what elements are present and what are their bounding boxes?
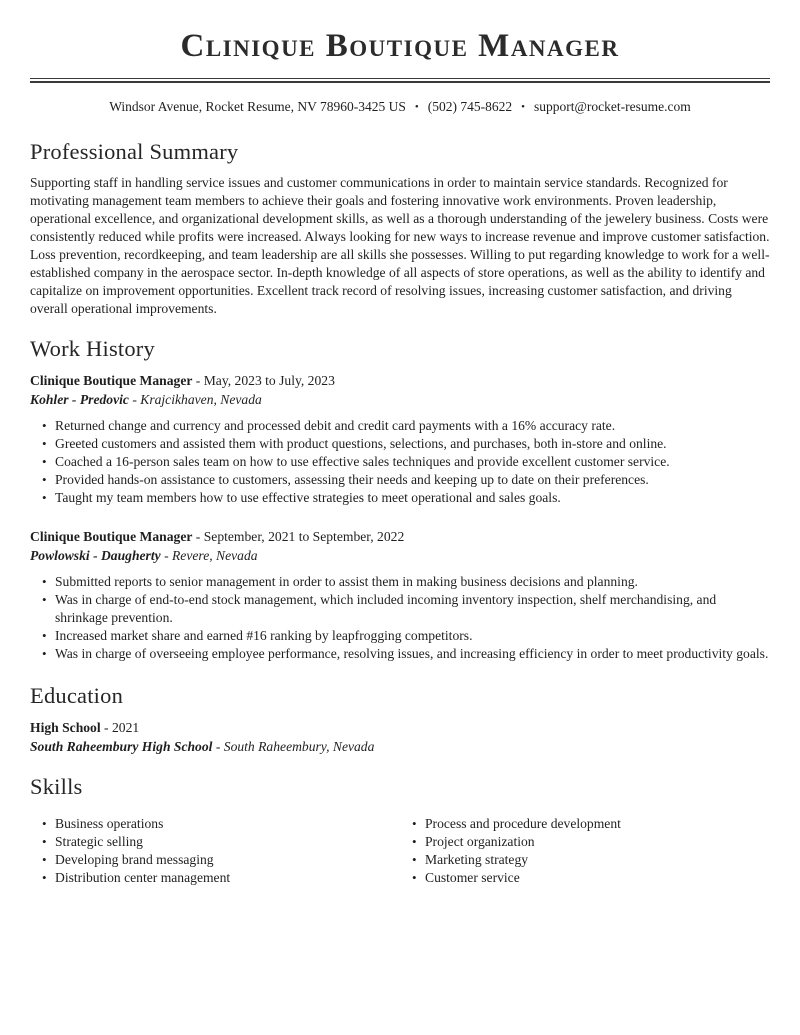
job-location: - Revere, Nevada xyxy=(164,547,258,563)
education-degree: High School xyxy=(30,719,101,735)
skill-item: • Distribution center management xyxy=(55,869,400,887)
job-entry-2 xyxy=(30,527,770,663)
job-bullet-list xyxy=(30,417,770,507)
education-year: - 2021 xyxy=(104,719,140,735)
education-location: - South Raheembury, Nevada xyxy=(215,738,375,754)
job-bullet: • Submitted reports to senior management in order to assist them in making business decisions and planning. xyxy=(55,573,770,591)
job-title: Clinique Boutique Manager xyxy=(30,528,193,544)
skills-columns xyxy=(30,809,770,887)
skill-item: • Marketing strategy xyxy=(425,851,770,869)
job-bullet: • Provided hands-on assistance to customers, assessing their needs and keeping up to date on their preferences. xyxy=(55,471,770,489)
skills-list-left xyxy=(30,815,400,887)
job-company: Powlowski - Daugherty xyxy=(30,547,161,563)
job-entry-1 xyxy=(30,371,770,507)
contact-address: Windsor Avenue, Rocket Resume, NV 78960-3425 US xyxy=(109,98,406,114)
summary-text: Supporting staff in handling service issues and customer communications in order to maintain service standards. Recognized for motivating management team members to achieve their goals and fostering innovative work environments. Proven leadership, operational excellence, and organizational development skills, as well as a thorough understanding of the jewelery business. Costs were consistently reduced while profits were increased. Always looking for new ways to increase revenue and improve customer satisfaction. Loss prevention, recordkeeping, and team leadership are all skills she possesses. Willing to put regarding knowledge to work for a well-established company in the aerospace sector. In-depth knowledge of all aspects of store operations, as well as the ability to identify and capitalize on improvement opportunities. Excellent track record of resolving issues, increasing customer satisfaction, and driving overall operational improvements. xyxy=(30,174,770,316)
header-divider xyxy=(30,78,770,83)
contact-line xyxy=(30,99,770,115)
job-bullet: • Increased market share and earned #16 ranking by leapfrogging competitors. xyxy=(55,627,770,645)
job-bullet-list xyxy=(30,573,770,663)
job-bullet: • Was in charge of overseeing employee performance, resolving issues, and increasing efficiency in order to meet productivity goals. xyxy=(55,645,770,663)
skill-item: • Business operations xyxy=(55,815,400,833)
skill-item: • Process and procedure development xyxy=(425,815,770,833)
job-company-line xyxy=(30,546,770,565)
section-skills xyxy=(30,774,770,887)
section-work-history xyxy=(30,336,770,663)
education-school: South Raheembury High School xyxy=(30,738,213,754)
section-education xyxy=(30,683,770,756)
contact-separator-dot: • xyxy=(521,100,525,113)
contact-separator-dot: • xyxy=(414,100,419,113)
work-history-heading: Work History xyxy=(30,335,155,361)
job-dates: - September, 2021 to September, 2022 xyxy=(195,528,405,544)
job-title-line xyxy=(30,527,770,546)
skills-list-right xyxy=(400,815,770,887)
job-bullet: • Greeted customers and assisted them with product questions, selections, and purchases, both in-store and online. xyxy=(55,435,770,453)
job-title-line xyxy=(30,371,770,390)
skill-item: • Strategic selling xyxy=(55,833,400,851)
job-location: - Krajcikhaven, Nevada xyxy=(132,391,262,407)
contact-phone: (502) 745-8622 xyxy=(427,98,513,114)
skill-item: • Project organization xyxy=(425,833,770,851)
contact-email: support@rocket-resume.com xyxy=(534,98,691,114)
skill-item: • Developing brand messaging xyxy=(55,851,400,869)
section-professional-summary xyxy=(30,139,770,318)
job-bullet: • Returned change and currency and processed debit and credit card payments with a 16% accuracy rate. xyxy=(55,417,770,435)
job-dates: - May, 2023 to July, 2023 xyxy=(195,372,335,388)
education-school-line xyxy=(30,737,770,756)
education-degree-line xyxy=(30,718,770,737)
job-company: Kohler - Predovic xyxy=(30,391,129,407)
skill-item: • Customer service xyxy=(425,869,770,887)
skills-heading: Skills xyxy=(30,773,83,799)
job-bullet: • Taught my team members how to use effective strategies to meet operational and sales goals. xyxy=(55,489,770,507)
job-bullet: • Was in charge of end-to-end stock management, which included incoming inventory inspection, shelf merchandising, and shrinkage prevention. xyxy=(55,591,770,627)
page-title: Clinique Boutique Manager xyxy=(180,28,620,64)
job-company-line xyxy=(30,390,770,409)
job-bullet: • Coached a 16-person sales team on how to use effective sales techniques and provide excellent customer service. xyxy=(55,453,770,471)
summary-heading: Professional Summary xyxy=(30,138,239,164)
education-heading: Education xyxy=(30,682,124,708)
job-title: Clinique Boutique Manager xyxy=(30,372,193,388)
